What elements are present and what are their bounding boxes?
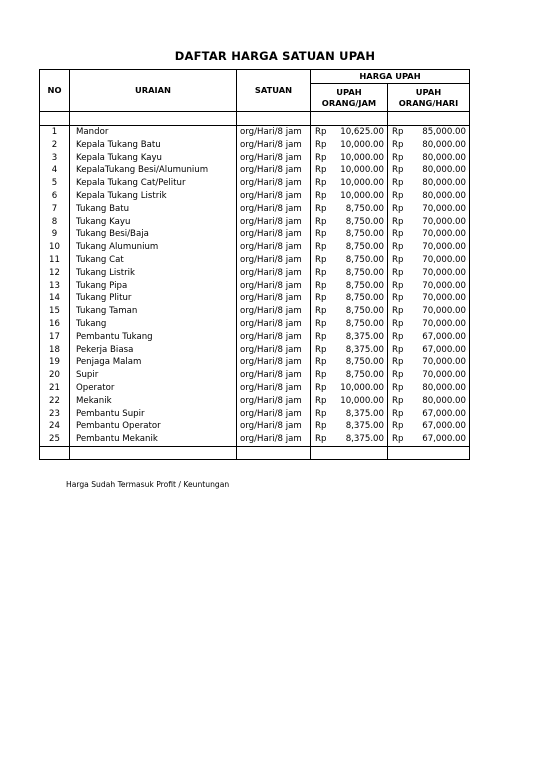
upah-jam-value: 8,750.00 <box>345 216 384 227</box>
row-satuan: org/Hari/8 jam <box>237 254 311 267</box>
upah-hari-value: 70,000.00 <box>422 370 466 381</box>
row-upah-hari <box>388 254 470 267</box>
upah-jam-value: 8,750.00 <box>345 254 384 265</box>
currency-label: Rp <box>392 382 404 393</box>
row-no: 9 <box>40 228 70 241</box>
spacer-cell <box>40 446 70 459</box>
upah-hari-value: 70,000.00 <box>422 267 466 278</box>
upah-hari-value: 80,000.00 <box>422 178 466 189</box>
currency-label: Rp <box>392 434 404 445</box>
currency-label: Rp <box>315 165 327 176</box>
upah-jam-value: 8,750.00 <box>345 306 384 317</box>
row-upah-hari <box>388 305 470 318</box>
row-uraian: Pekerja Biasa <box>70 344 237 357</box>
currency-label: Rp <box>315 318 327 329</box>
currency-label: Rp <box>392 395 404 406</box>
currency-label: Rp <box>392 229 404 240</box>
upah-hari-value: 80,000.00 <box>422 139 466 150</box>
row-no: 7 <box>40 203 70 216</box>
row-no: 21 <box>40 382 70 395</box>
header-upah-hari-line1: UPAH <box>415 86 442 97</box>
upah-hari-value: 70,000.00 <box>422 306 466 317</box>
spacer-cell <box>70 112 237 126</box>
table-body <box>40 112 470 460</box>
wage-table <box>39 69 470 460</box>
row-upah-jam <box>311 228 388 241</box>
row-uraian: Pembantu Tukang <box>70 331 237 344</box>
header-upah-hari <box>388 84 470 112</box>
row-upah-jam <box>311 203 388 216</box>
table-row <box>40 382 470 395</box>
upah-jam-value: 8,375.00 <box>345 408 384 419</box>
currency-label: Rp <box>315 357 327 368</box>
spacer-cell <box>40 112 70 126</box>
header-upah-jam <box>311 84 388 112</box>
upah-jam-value: 8,750.00 <box>345 370 384 381</box>
table-row <box>40 395 470 408</box>
row-satuan: org/Hari/8 jam <box>237 356 311 369</box>
upah-jam-value: 8,375.00 <box>345 344 384 355</box>
row-upah-hari <box>388 369 470 382</box>
currency-label: Rp <box>315 190 327 201</box>
row-satuan: org/Hari/8 jam <box>237 164 311 177</box>
currency-label: Rp <box>392 370 404 381</box>
table-row <box>40 254 470 267</box>
currency-label: Rp <box>392 242 404 253</box>
row-upah-hari <box>388 331 470 344</box>
row-satuan: org/Hari/8 jam <box>237 344 311 357</box>
spacer-row-top <box>40 112 470 126</box>
table-row <box>40 228 470 241</box>
upah-jam-value: 8,750.00 <box>345 280 384 291</box>
currency-label: Rp <box>392 127 404 137</box>
currency-label: Rp <box>392 139 404 150</box>
row-no: 15 <box>40 305 70 318</box>
row-upah-jam <box>311 254 388 267</box>
row-uraian: Mandor <box>70 126 237 139</box>
currency-label: Rp <box>315 254 327 265</box>
upah-jam-value: 10,625.00 <box>340 127 384 137</box>
upah-hari-value: 80,000.00 <box>422 152 466 163</box>
row-satuan: org/Hari/8 jam <box>237 228 311 241</box>
row-satuan: org/Hari/8 jam <box>237 241 311 254</box>
currency-label: Rp <box>315 203 327 214</box>
upah-hari-value: 67,000.00 <box>422 421 466 432</box>
table-row <box>40 152 470 165</box>
row-upah-hari <box>388 280 470 293</box>
row-uraian: Tukang Alumunium <box>70 241 237 254</box>
table-row <box>40 177 470 190</box>
row-upah-jam <box>311 126 388 139</box>
currency-label: Rp <box>315 344 327 355</box>
spacer-cell <box>70 446 237 459</box>
row-upah-hari <box>388 126 470 139</box>
row-upah-hari <box>388 318 470 331</box>
row-satuan: org/Hari/8 jam <box>237 382 311 395</box>
row-uraian: Pembantu Operator <box>70 420 237 433</box>
table-row <box>40 190 470 203</box>
row-no: 16 <box>40 318 70 331</box>
row-upah-hari <box>388 356 470 369</box>
table-row <box>40 420 470 433</box>
row-satuan: org/Hari/8 jam <box>237 369 311 382</box>
row-satuan: org/Hari/8 jam <box>237 420 311 433</box>
row-satuan: org/Hari/8 jam <box>237 126 311 139</box>
row-no: 17 <box>40 331 70 344</box>
spacer-cell <box>388 112 470 126</box>
table-row <box>40 126 470 139</box>
row-satuan: org/Hari/8 jam <box>237 292 311 305</box>
row-no: 5 <box>40 177 70 190</box>
row-satuan: org/Hari/8 jam <box>237 408 311 421</box>
row-upah-jam <box>311 433 388 446</box>
row-no: 11 <box>40 254 70 267</box>
spacer-cell <box>311 446 388 459</box>
row-no: 19 <box>40 356 70 369</box>
currency-label: Rp <box>392 408 404 419</box>
row-uraian: Operator <box>70 382 237 395</box>
table-row <box>40 433 470 446</box>
header-no: NO <box>40 70 70 112</box>
table-row <box>40 318 470 331</box>
header-upah-hari-line2: ORANG/HARI <box>398 97 459 108</box>
currency-label: Rp <box>392 152 404 163</box>
row-satuan: org/Hari/8 jam <box>237 203 311 216</box>
currency-label: Rp <box>392 216 404 227</box>
upah-jam-value: 8,750.00 <box>345 242 384 253</box>
row-no: 23 <box>40 408 70 421</box>
currency-label: Rp <box>315 267 327 278</box>
row-upah-jam <box>311 305 388 318</box>
upah-jam-value: 8,375.00 <box>345 434 384 445</box>
row-satuan: org/Hari/8 jam <box>237 190 311 203</box>
row-upah-jam <box>311 152 388 165</box>
row-satuan: org/Hari/8 jam <box>237 177 311 190</box>
row-upah-hari <box>388 228 470 241</box>
row-upah-jam <box>311 164 388 177</box>
spacer-cell <box>237 446 311 459</box>
row-satuan: org/Hari/8 jam <box>237 280 311 293</box>
table-row <box>40 216 470 229</box>
currency-label: Rp <box>315 178 327 189</box>
row-no: 2 <box>40 139 70 152</box>
currency-label: Rp <box>315 216 327 227</box>
row-satuan: org/Hari/8 jam <box>237 395 311 408</box>
row-uraian: Tukang Plitur <box>70 292 237 305</box>
table-row <box>40 267 470 280</box>
row-no: 8 <box>40 216 70 229</box>
row-uraian: Kepala Tukang Kayu <box>70 152 237 165</box>
header-upah-jam-line1: UPAH <box>336 86 362 97</box>
row-upah-hari <box>388 433 470 446</box>
row-no: 6 <box>40 190 70 203</box>
currency-label: Rp <box>315 280 327 291</box>
upah-hari-value: 80,000.00 <box>422 190 466 201</box>
row-satuan: org/Hari/8 jam <box>237 267 311 280</box>
table-row <box>40 280 470 293</box>
currency-label: Rp <box>315 152 327 163</box>
upah-jam-value: 8,750.00 <box>345 318 384 329</box>
upah-hari-value: 70,000.00 <box>422 229 466 240</box>
header-satuan: SATUAN <box>237 70 311 112</box>
row-upah-jam <box>311 331 388 344</box>
row-uraian: Kepala Tukang Listrik <box>70 190 237 203</box>
row-upah-jam <box>311 292 388 305</box>
row-uraian: Pembantu Supir <box>70 408 237 421</box>
table-row <box>40 241 470 254</box>
upah-jam-value: 8,750.00 <box>345 267 384 278</box>
row-upah-jam <box>311 318 388 331</box>
row-upah-hari <box>388 216 470 229</box>
table-row <box>40 139 470 152</box>
row-no: 1 <box>40 126 70 139</box>
currency-label: Rp <box>392 165 404 176</box>
upah-jam-value: 8,750.00 <box>345 229 384 240</box>
row-upah-jam <box>311 139 388 152</box>
upah-hari-value: 80,000.00 <box>422 382 466 393</box>
upah-jam-value: 8,750.00 <box>345 293 384 304</box>
row-upah-hari <box>388 241 470 254</box>
row-uraian: Tukang Batu <box>70 203 237 216</box>
row-upah-hari <box>388 420 470 433</box>
table-row <box>40 164 470 177</box>
table-row <box>40 292 470 305</box>
table-row <box>40 331 470 344</box>
currency-label: Rp <box>315 370 327 381</box>
currency-label: Rp <box>315 421 327 432</box>
row-no: 13 <box>40 280 70 293</box>
row-uraian: KepalaTukang Besi/Alumunium <box>70 164 237 177</box>
table-row <box>40 369 470 382</box>
upah-jam-value: 8,375.00 <box>345 331 384 342</box>
row-upah-hari <box>388 177 470 190</box>
row-no: 20 <box>40 369 70 382</box>
row-uraian: Pembantu Mekanik <box>70 433 237 446</box>
table-row <box>40 356 470 369</box>
row-uraian: Tukang <box>70 318 237 331</box>
upah-hari-value: 80,000.00 <box>422 395 466 406</box>
row-upah-jam <box>311 408 388 421</box>
upah-jam-value: 10,000.00 <box>340 395 384 406</box>
row-upah-jam <box>311 267 388 280</box>
upah-hari-value: 70,000.00 <box>422 280 466 291</box>
row-uraian: Tukang Pipa <box>70 280 237 293</box>
row-upah-jam <box>311 216 388 229</box>
currency-label: Rp <box>392 280 404 291</box>
row-uraian: Tukang Besi/Baja <box>70 228 237 241</box>
row-upah-jam <box>311 356 388 369</box>
upah-jam-value: 8,750.00 <box>345 357 384 368</box>
currency-label: Rp <box>315 127 327 137</box>
header-upah-jam-line2: ORANG/JAM <box>321 97 377 108</box>
spacer-cell <box>237 112 311 126</box>
row-uraian: Mekanik <box>70 395 237 408</box>
row-satuan: org/Hari/8 jam <box>237 318 311 331</box>
currency-label: Rp <box>315 331 327 342</box>
row-uraian: Tukang Cat <box>70 254 237 267</box>
upah-hari-value: 70,000.00 <box>422 203 466 214</box>
table-row <box>40 344 470 357</box>
row-upah-hari <box>388 190 470 203</box>
row-upah-hari <box>388 292 470 305</box>
page-title: DAFTAR HARGA SATUAN UPAH <box>174 49 376 63</box>
row-no: 14 <box>40 292 70 305</box>
currency-label: Rp <box>392 254 404 265</box>
upah-jam-value: 8,375.00 <box>345 421 384 432</box>
upah-hari-value: 70,000.00 <box>422 242 466 253</box>
row-upah-jam <box>311 369 388 382</box>
table-row <box>40 408 470 421</box>
row-no: 4 <box>40 164 70 177</box>
row-upah-jam <box>311 382 388 395</box>
row-upah-hari <box>388 203 470 216</box>
row-uraian: Penjaga Malam <box>70 356 237 369</box>
row-upah-jam <box>311 177 388 190</box>
currency-label: Rp <box>315 293 327 304</box>
row-no: 24 <box>40 420 70 433</box>
header-uraian: URAIAN <box>70 70 237 112</box>
upah-hari-value: 67,000.00 <box>422 331 466 342</box>
currency-label: Rp <box>315 382 327 393</box>
row-upah-jam <box>311 344 388 357</box>
table-row <box>40 203 470 216</box>
row-satuan: org/Hari/8 jam <box>237 305 311 318</box>
upah-hari-value: 70,000.00 <box>422 357 466 368</box>
row-upah-hari <box>388 344 470 357</box>
footnote: Harga Sudah Termasuk Profit / Keuntungan <box>66 480 230 489</box>
row-satuan: org/Hari/8 jam <box>237 433 311 446</box>
currency-label: Rp <box>392 190 404 201</box>
currency-label: Rp <box>392 267 404 278</box>
currency-label: Rp <box>392 178 404 189</box>
currency-label: Rp <box>315 229 327 240</box>
row-upah-hari <box>388 408 470 421</box>
header-harga-upah: HARGA UPAH <box>311 70 470 84</box>
currency-label: Rp <box>392 331 404 342</box>
upah-hari-value: 70,000.00 <box>422 293 466 304</box>
row-upah-hari <box>388 382 470 395</box>
row-satuan: org/Hari/8 jam <box>237 139 311 152</box>
currency-label: Rp <box>392 344 404 355</box>
upah-hari-value: 67,000.00 <box>422 408 466 419</box>
currency-label: Rp <box>392 318 404 329</box>
row-uraian: Tukang Listrik <box>70 267 237 280</box>
row-no: 25 <box>40 433 70 446</box>
currency-label: Rp <box>315 139 327 150</box>
upah-hari-value: 70,000.00 <box>422 318 466 329</box>
row-no: 18 <box>40 344 70 357</box>
upah-jam-value: 10,000.00 <box>340 139 384 150</box>
currency-label: Rp <box>315 242 327 253</box>
row-satuan: org/Hari/8 jam <box>237 216 311 229</box>
row-upah-hari <box>388 395 470 408</box>
row-no: 3 <box>40 152 70 165</box>
currency-label: Rp <box>315 434 327 445</box>
row-no: 10 <box>40 241 70 254</box>
row-uraian: Supir <box>70 369 237 382</box>
currency-label: Rp <box>392 203 404 214</box>
row-uraian: Tukang Taman <box>70 305 237 318</box>
row-upah-hari <box>388 152 470 165</box>
upah-jam-value: 10,000.00 <box>340 178 384 189</box>
spacer-cell <box>388 446 470 459</box>
upah-jam-value: 10,000.00 <box>340 165 384 176</box>
currency-label: Rp <box>392 293 404 304</box>
row-upah-jam <box>311 241 388 254</box>
table-row <box>40 305 470 318</box>
row-upah-jam <box>311 395 388 408</box>
row-upah-hari <box>388 267 470 280</box>
currency-label: Rp <box>315 306 327 317</box>
row-uraian: Kepala Tukang Cat/Pelitur <box>70 177 237 190</box>
spacer-row-bottom <box>40 446 470 459</box>
row-upah-jam <box>311 420 388 433</box>
row-upah-hari <box>388 164 470 177</box>
row-upah-jam <box>311 280 388 293</box>
upah-hari-value: 70,000.00 <box>422 216 466 227</box>
row-uraian: Kepala Tukang Batu <box>70 139 237 152</box>
currency-label: Rp <box>315 395 327 406</box>
row-satuan: org/Hari/8 jam <box>237 331 311 344</box>
upah-jam-value: 10,000.00 <box>340 382 384 393</box>
currency-label: Rp <box>392 421 404 432</box>
upah-hari-value: 67,000.00 <box>422 344 466 355</box>
currency-label: Rp <box>392 306 404 317</box>
row-uraian: Tukang Kayu <box>70 216 237 229</box>
currency-label: Rp <box>315 408 327 419</box>
row-upah-hari <box>388 139 470 152</box>
upah-jam-value: 10,000.00 <box>340 152 384 163</box>
currency-label: Rp <box>392 357 404 368</box>
spacer-cell <box>311 112 388 126</box>
upah-hari-value: 67,000.00 <box>422 434 466 445</box>
row-no: 22 <box>40 395 70 408</box>
upah-hari-value: 70,000.00 <box>422 254 466 265</box>
upah-hari-value: 80,000.00 <box>422 165 466 176</box>
upah-hari-value: 85,000.00 <box>422 127 466 137</box>
upah-jam-value: 8,750.00 <box>345 203 384 214</box>
row-no: 12 <box>40 267 70 280</box>
row-satuan: org/Hari/8 jam <box>237 152 311 165</box>
row-upah-jam <box>311 190 388 203</box>
upah-jam-value: 10,000.00 <box>340 190 384 201</box>
